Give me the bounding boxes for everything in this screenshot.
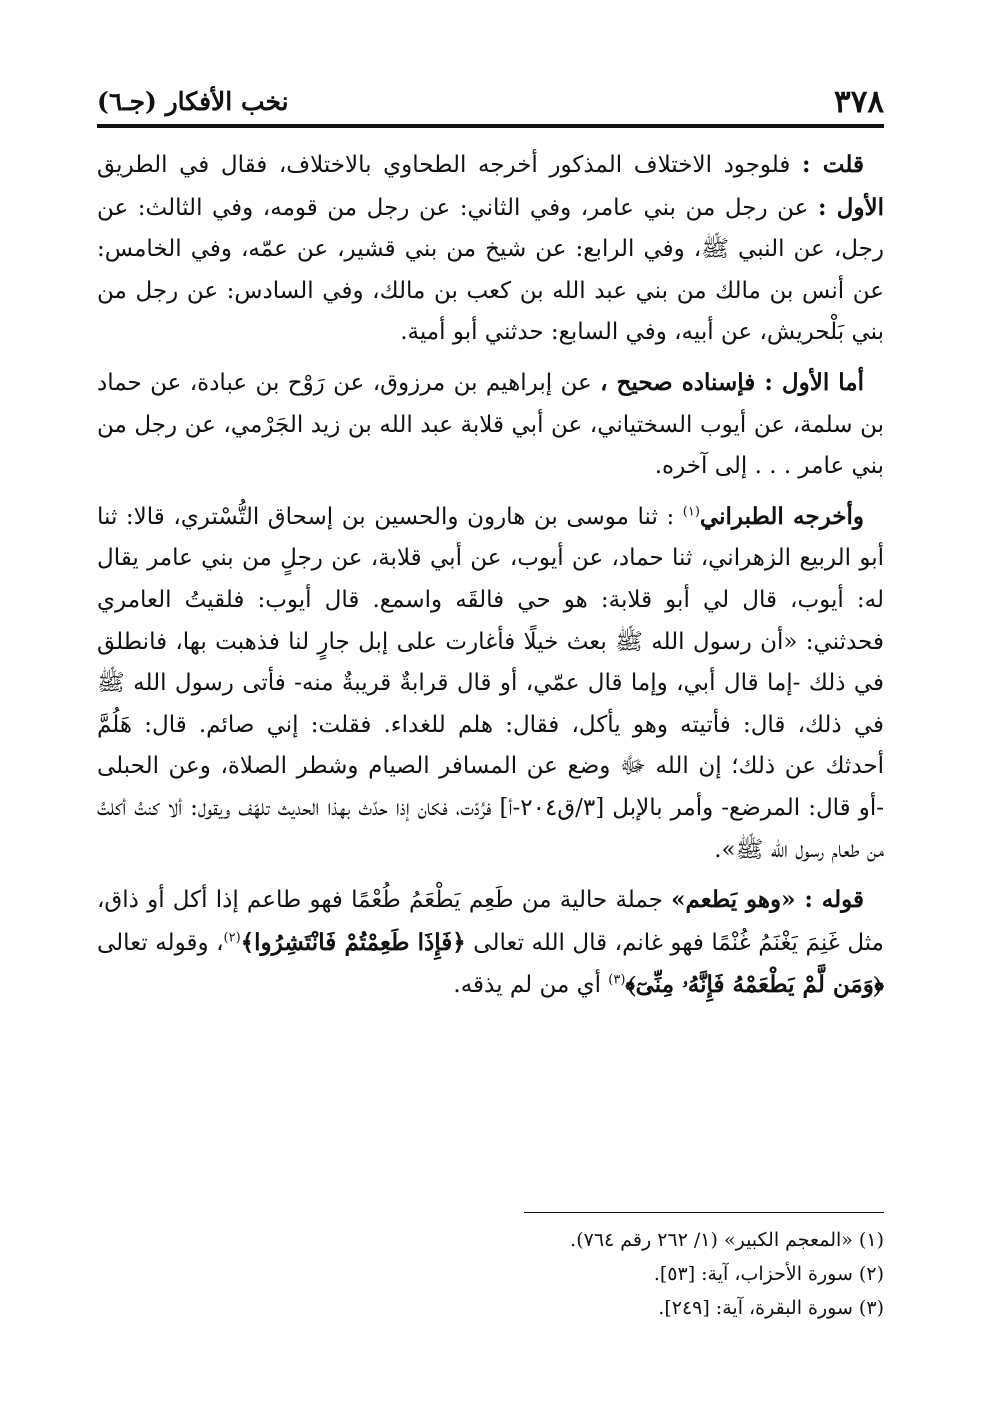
footnote-ref-2[interactable]: (٢)	[223, 930, 241, 946]
paragraph-1-text-a: فلوجود الاختلاف المذكور أخرجه الطحاوي بالاختلاف، فقال في الطريق	[97, 152, 803, 178]
footnote-2: (٢) سورة الأحزاب، آية: [٥٣].	[653, 1263, 884, 1285]
paragraph-1-text-b: عن رجل من بني عامر، وفي الثاني: عن رجل من قومه، وفي الثالث: عن رجل، عن النبي ﷺ، وفي الرابع: عن شيخ من بني قشير، عن عمّه، وفي الخامس: عن أنس بن مالك من بني عبد الله بن كعب بن مالك، وفي السادس: عن رجل من بني بَلْحريش، عن أبيه، وفي السابع: حدثني أبو أمية.	[97, 194, 884, 346]
quran-quote-1: ﴿فَإِذَا طَعِمْتُمْ فَانْتَشِرُوا﴾	[240, 928, 466, 956]
footnote-ref-3[interactable]: (٣)	[608, 972, 626, 988]
page-header	[97, 70, 884, 122]
quran-quote-2: ﴿وَمَن لَّمْ يَطْعَمْهُ فَإِنَّهُۥ مِنِّىٓ﴾	[625, 971, 884, 999]
paragraph-4	[97, 879, 884, 1007]
footnote-3: (٣) سورة البقرة، آية: [٢٤٩].	[658, 1297, 884, 1319]
paragraph-4-text-b: ، وقوله تعالى	[97, 929, 224, 956]
paragraph-2-text-a: عن إبراهيم بن مرزوق، عن رَوْح بن عبادة، عن حماد بن سلمة، عن أيوب السختياني، عن أبي قلابة عبد الله بن زيد الجَرْمي، عن رجل من بني عامر . . . إلى آخره.	[97, 369, 884, 480]
paragraph-4-text-a: جملة حالية من طَعِم يَطْعَمُ طُعْمًا فهو طاعم إذا أكل أو ذاق، مثل غَنِمَ يَغْنَمُ غُنْمًا فهو غانم، قال الله تعالى	[97, 887, 885, 956]
paragraph-3-lead: وأخرجه الطبراني	[699, 502, 864, 530]
paragraph-2-lead: أما الأول :	[764, 368, 864, 396]
header-rule	[97, 124, 884, 128]
page-number: ٣٧٨	[834, 84, 884, 120]
main-text	[97, 144, 884, 1015]
paragraph-2	[97, 362, 884, 488]
paragraph-3	[97, 496, 884, 871]
paragraph-3-text-a: : ثنا موسى بن هارون والحسين بن إسحاق التُّسْتري، قالا: ثنا أبو الربيع الزهراني، ثنا حماد، عن أيوب، عن أبي قلابة، عن رجلٍ من بني عامر يقال له: أيوب، قال لي أبو قلابة: هو حي فالقَه واسمع. قال أيوب: فلقيتُ العامري فحدثني: «أن رسول الله ﷺ بعث خيلًا فأغارت على إبل جارٍ لنا فذهبت بها، فانطلق في ذلك -إما قال أبي، وإما قال عمّي، أو قال قرابةٌ قريبةٌ منه- فأتى رسول الله ﷺ في ذلك، قال: فأتيته وهو يأكل، فقال: هلم للغداء. فقلت: إني صائم. قال: هَلُمَّ أحدثك عن ذلك؛ إن الله ﷻ وضع عن المسافر الصيام وشطر الصلاة، وعن الحبلى -أو قال: المرضع- وأمر بالإبل [٣/ق٢٠٤-أ] فرُدّت، فكان إذا حدّث بهذا الحديث تلهّف ويقول: ألا كنتُ أكلتُ من طعام رسول الله ﷺ».	[97, 503, 884, 863]
footnote-ref-1[interactable]: (١)	[682, 504, 700, 520]
footnotes	[97, 1223, 884, 1325]
paragraph-4-bold-a: «وهو يَطعم»	[671, 886, 805, 914]
footnote-rule	[524, 1212, 884, 1213]
paragraph-4-lead: قوله :	[804, 886, 864, 914]
paragraph-1	[97, 144, 884, 354]
running-title: نخب الأفكار (جـ٦)	[97, 87, 289, 116]
paragraph-1-bold-a: الأول :	[817, 193, 884, 221]
paragraph-2-bold-a: فإسناده صحيح ،	[600, 368, 765, 396]
paragraph-1-lead: قلت :	[802, 151, 864, 178]
footnote-1: (١) «المعجم الكبير» (١/ ٢٦٢ رقم ٧٦٤).	[570, 1229, 884, 1251]
paragraph-4-text-c: أي من لم يذقه.	[453, 972, 609, 999]
